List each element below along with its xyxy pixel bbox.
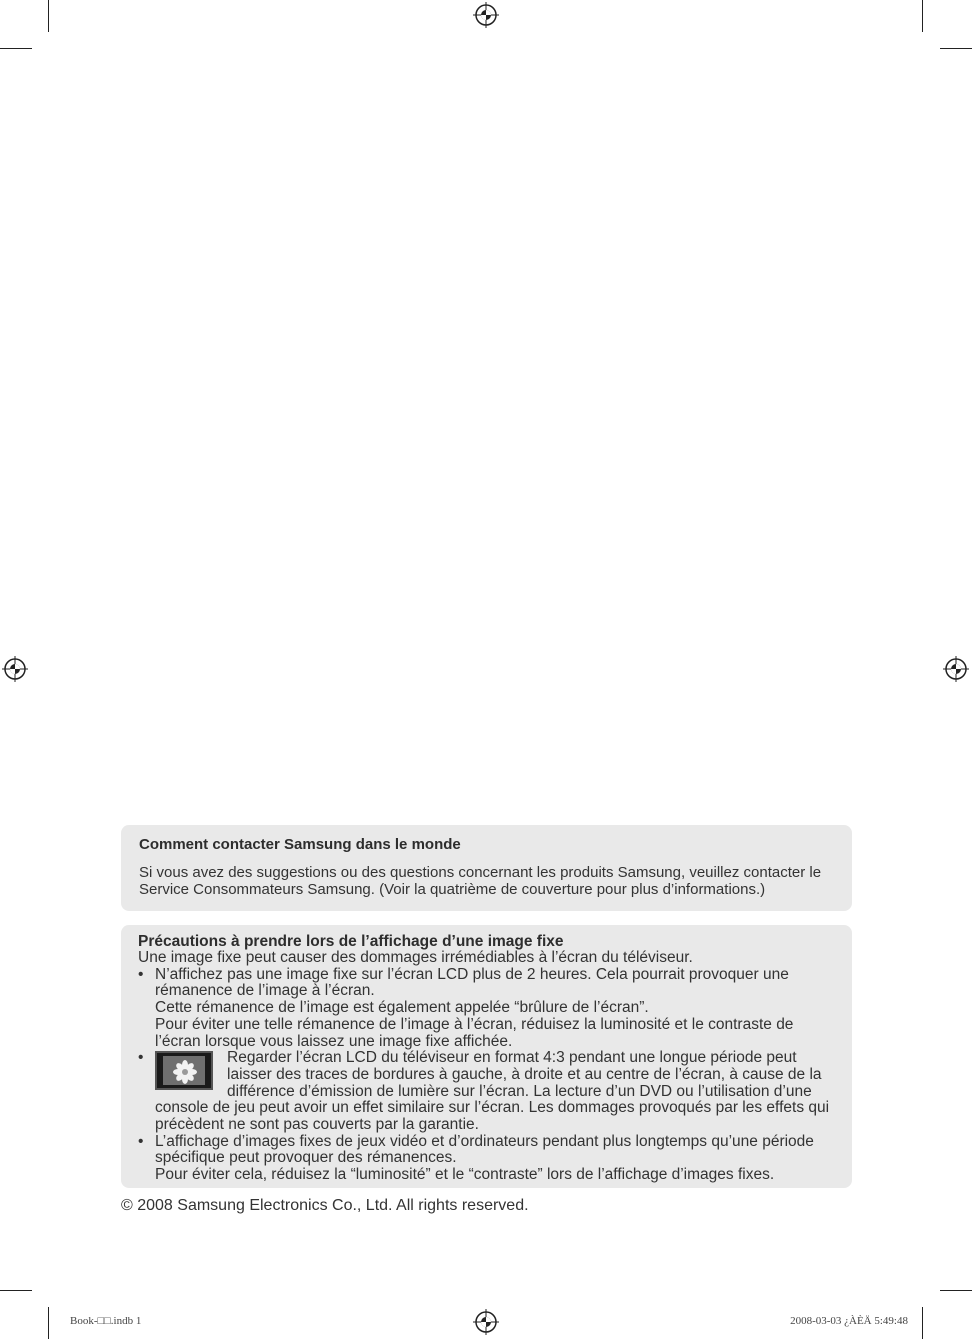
precaution-item-1 bbox=[138, 967, 835, 1051]
item-line: spécifique peut provoquer des rémanences. bbox=[155, 1149, 457, 1167]
crop-mark-top-left-horizontal bbox=[0, 48, 32, 49]
precautions-intro: Une image fixe peut causer des dommages irrémédiables à l’écran du téléviseur. bbox=[138, 949, 693, 966]
item-line: Regarder l’écran LCD du téléviseur en format 4:3 pendant une longue période peut bbox=[227, 1049, 797, 1067]
bullet: • bbox=[138, 1132, 144, 1150]
tv-screen bbox=[163, 1056, 205, 1085]
bullet: • bbox=[138, 1049, 144, 1067]
image-with-text bbox=[138, 1050, 835, 1100]
item-line: N’affichez pas une image fixe sur l’écran LCD plus de 2 heures. Cela pourrait provoquer une bbox=[155, 965, 789, 983]
crop-mark-bottom-left-vertical bbox=[48, 1307, 49, 1339]
bullet: • bbox=[138, 965, 144, 983]
contact-box-line: Si vous avez des suggestions ou des questions concernant les produits Samsung, veuillez contacter le bbox=[139, 864, 822, 881]
item-line: Pour éviter une telle rémanence de l’image à l’écran, réduisez la luminosité et le contraste de bbox=[155, 1015, 794, 1033]
precaution-item-3 bbox=[138, 1134, 835, 1184]
item-line: L’affichage d’images fixes de jeux vidéo et d’ordinateurs pendant plus longtemps qu’une période bbox=[155, 1132, 814, 1150]
print-footer-timestamp: 2008-03-03 ¿ÀÈÄ 5:49:48 bbox=[790, 1315, 908, 1327]
item-line: laisser des traces de bordures à gauche, à droite et au centre de l’écran, à cause de la bbox=[227, 1065, 822, 1083]
precaution-item-2 bbox=[138, 1050, 835, 1133]
item-line: différence d’émission de lumière sur l’écran. La lecture d’un DVD ou l’utilisation d’une bbox=[227, 1082, 812, 1100]
crop-mark-bottom-right-vertical bbox=[922, 1307, 923, 1339]
precautions-title: Précautions à prendre lors de l’affichage d’une image fixe bbox=[138, 933, 564, 950]
contact-box-body bbox=[139, 864, 834, 898]
crop-mark-top-right-horizontal bbox=[940, 48, 972, 49]
item-line: rémanence de l’image à l’écran. bbox=[155, 982, 375, 1000]
item-line: Cette rémanence de l’image est également appelée “brûlure de l’écran”. bbox=[155, 999, 649, 1017]
contact-box-line: Service Consommateurs Samsung. (Voir la quatrième de couverture pour plus d’informations.) bbox=[139, 881, 766, 898]
crop-mark-top-right-vertical bbox=[922, 0, 923, 32]
still-image-precautions-box bbox=[121, 925, 852, 1188]
tv-flower-icon bbox=[155, 1051, 213, 1090]
crop-mark-top-left-vertical bbox=[48, 0, 49, 32]
print-footer-file: Book-□□.indb 1 bbox=[70, 1315, 142, 1327]
contact-samsung-box bbox=[121, 825, 852, 911]
item-line: Pour éviter cela, réduisez la “luminosité” et le “contraste” lors de l’affichage d’images fixes. bbox=[155, 1166, 775, 1184]
item-line: l’écran lorsque vous laissez une image fixe affichée. bbox=[155, 1032, 513, 1050]
crop-mark-bottom-right-horizontal bbox=[940, 1290, 972, 1291]
crop-mark-bottom-left-horizontal bbox=[0, 1290, 32, 1291]
item-line: précèdent ne sont pas couverts par la garantie. bbox=[155, 1115, 479, 1133]
copyright-notice: © 2008 Samsung Electronics Co., Ltd. All rights reserved. bbox=[121, 1197, 529, 1214]
registration-mark-icon bbox=[943, 656, 969, 682]
registration-mark-icon bbox=[2, 656, 28, 682]
registration-mark-icon bbox=[473, 1309, 499, 1335]
contact-box-title: Comment contacter Samsung dans le monde bbox=[139, 836, 461, 853]
item-line: console de jeu peut avoir un effet similaire sur l’écran. Les dommages provoqués par les effets qui bbox=[155, 1099, 830, 1117]
registration-mark-icon bbox=[473, 2, 499, 28]
